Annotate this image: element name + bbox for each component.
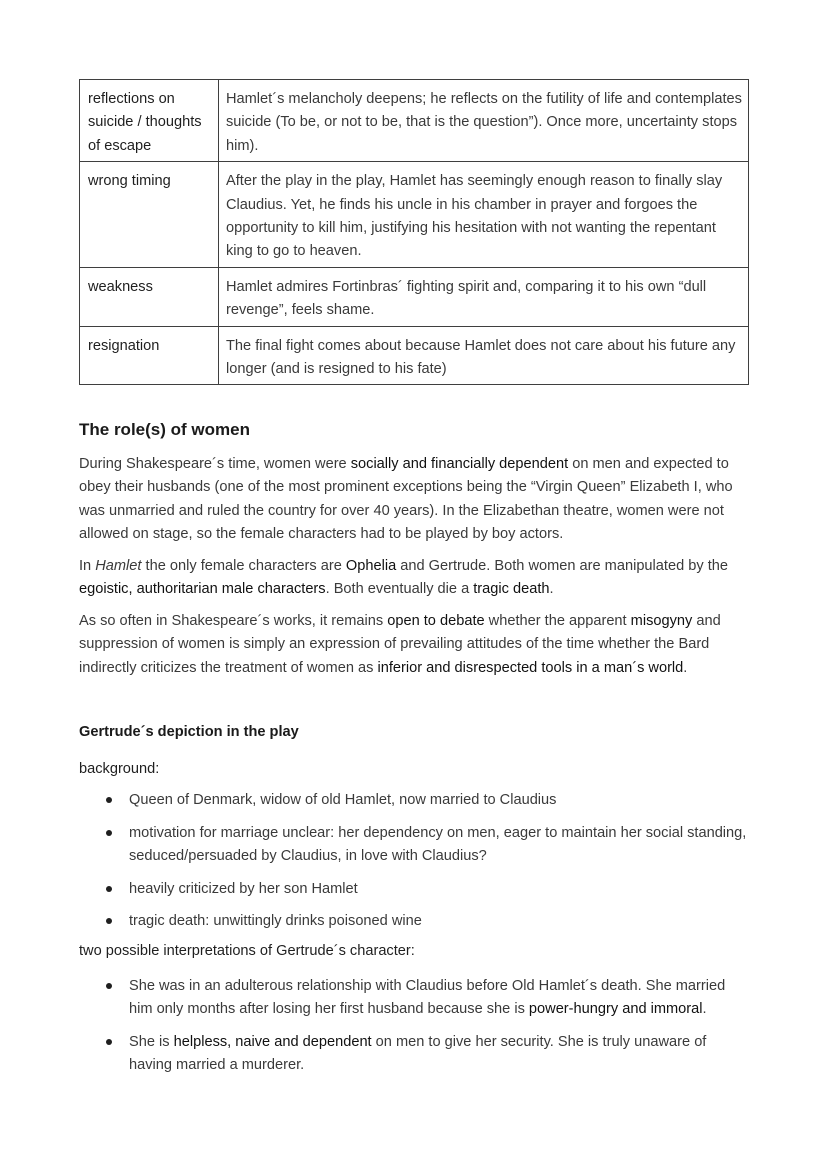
table-row (80, 80, 749, 162)
list-item (129, 878, 749, 901)
list-item (129, 910, 749, 933)
text-run: on men to give her security. She is truly unaware of having married a murderer. (129, 1034, 707, 1074)
text-run: She is (129, 1034, 174, 1050)
text-run: In (79, 558, 96, 574)
text-run: . (702, 1001, 707, 1018)
highlight-text: tragic death (473, 581, 550, 598)
interpretations-label: two possible interpretations of Gertrude´s character: (79, 943, 415, 959)
text-run: . (683, 659, 688, 676)
text-run: whether the apparent (484, 613, 631, 629)
table-value-cell: The final fight comes about because Hamlet does not care about his future any longer (and is resigned to his fate) (219, 326, 749, 385)
bullet-icon (106, 797, 112, 803)
table-value-cell: Hamlet admires Fortinbras´ fighting spirit and, comparing it to his own “dull revenge”, feels shame. (219, 267, 749, 326)
list-item (129, 789, 749, 812)
section-heading: The role(s) of women (79, 420, 250, 439)
bullet-icon (106, 830, 112, 836)
bullet-icon (106, 983, 112, 989)
text-run: and Gertrude. Both women are manipulated by the (396, 558, 729, 574)
subsection-heading: Gertrude´s depiction in the play (79, 724, 299, 740)
paragraph-female-characters (79, 555, 755, 602)
bullet-icon (106, 918, 112, 924)
highlight-text: misogyny (630, 613, 693, 629)
background-label: background: (79, 761, 160, 777)
table-key-cell: weakness (80, 267, 219, 326)
paragraph-misogyny-debate (79, 610, 755, 680)
text-run: on men and expected to obey their husbands (one of the most prominent exceptions being the “Virgin Queen” Elizabeth I, who was unmarried and ruled the country for over 40 years). In the Elizabethan theatre, women were not allowed on stage, so the female characters had to be played by boy actors. (79, 456, 733, 543)
highlight-text: egoistic, authoritarian male characters (79, 581, 326, 598)
bullet-icon (106, 886, 112, 892)
list-item-text: motivation for marriage unclear: her dependency on men, eager to maintain her social standing, seduced/persuaded by Claudius, in love with Claudius? (129, 825, 747, 865)
table-key-cell: wrong timing (80, 162, 219, 268)
text-run: and suppression of women is simply an expression of prevailing attitudes of the time whether the Bard indirectly criticizes the treatment of women as (79, 613, 721, 676)
table-value-cell: Hamlet´s melancholy deepens; he reflects on the futility of life and contemplates suicide (To be, or not to be, that is the question”). Once more, uncertainty stops him). (219, 80, 749, 162)
table-row (80, 162, 749, 268)
highlight-text: open to debate (387, 613, 485, 629)
list-item-text: heavily criticized by her son Hamlet (129, 881, 358, 897)
highlight-text: socially and financially dependent (350, 456, 569, 472)
text-run: As so often in Shakespeare´s works, it remains (79, 613, 388, 629)
highlight-text: helpless, naive and dependent (173, 1034, 372, 1050)
highlight-text: inferior and disrespected tools in a man´s world (377, 659, 684, 676)
play-title: Hamlet (95, 558, 142, 574)
highlight-text: Ophelia (345, 558, 397, 574)
text-run: . Both eventually die a (325, 581, 474, 598)
paragraph-historical-context (79, 453, 755, 547)
list-item (129, 1031, 749, 1078)
list-item-text: tragic death: unwittingly drinks poisoned wine (129, 913, 422, 929)
text-run: She was in an adulterous relationship with Claudius before Old Hamlet´s death. She married him only months after losing her first husband because she is (129, 978, 726, 1018)
table-row (80, 326, 749, 385)
table-key-cell: resignation (80, 326, 219, 385)
highlight-text: power-hungry and immoral (528, 1001, 703, 1018)
list-item (129, 975, 749, 1022)
text-run: During Shakespeare´s time, women were (79, 456, 351, 472)
table-row (80, 267, 749, 326)
list-item (129, 822, 749, 869)
table-key-cell: reflections on suicide / thoughts of escape (80, 80, 219, 162)
list-item-text: Queen of Denmark, widow of old Hamlet, now married to Claudius (129, 792, 557, 808)
text-run: . (549, 581, 554, 598)
table-value-cell: After the play in the play, Hamlet has seemingly enough reason to finally slay Claudius. Yet, he finds his uncle in his chamber in prayer and forgoes the opportunity to kill him, justifying his hesitation with not wanting the repentant king to go to heaven. (219, 162, 749, 268)
bullet-icon (106, 1039, 112, 1045)
hamlet-hesitation-table (79, 79, 749, 385)
text-run: the only female characters are (141, 558, 346, 574)
